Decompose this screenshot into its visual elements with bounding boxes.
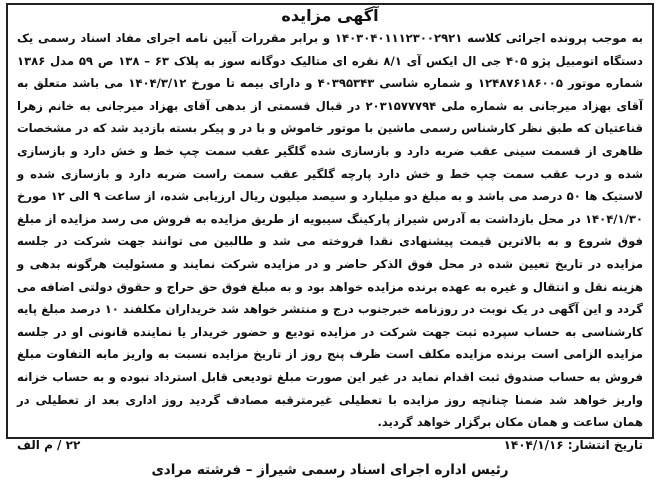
publish-date: تاریخ انتشار: ۱۴۰۴/۱/۱۶: [503, 437, 643, 452]
signature-line: رئیس اداره اجرای اسناد رسمی شیراز – فرشته مرادی: [151, 461, 509, 478]
notice-body: به موجب پرونده اجرائی کلاسه ۱۴۰۳۰۴۰۱۱۱۲۳۰۰۲۹۲۱ و برابر مقررات آیین نامه اجرای مفاد اسناد رسمی یک دستگاه اتومبیل پژو ۴۰۵ جی ال ایکس آی ۸/۱ نقره ای متالیک دوگانه سوز به پلاک ۶۳ – ۱۳۸ ص ۵۹ مدل ۱۳۸۶ شماره موتور ۱۲۴۸۷۶۱۸۶۰۰۵ و شماره شاسی ۴۰۳۹۵۳۴۳ و دارای بیمه تا مورخ ۱۴۰۴/۳/۱۲ می باشد متعلق به آقای بهزاد میرجانی به شماره ملی ۲۰۳۱۵۷۷۷۹۴ در قبال قسمتی از بدهی آقای بهزاد میرجانی به خانم زهرا قناعتیان که طبق نظر کارشناس رسمی ماشین با موتور خاموش و با در و پیکر بسته بازدید شد که در مشخصات ظاهری از قسمت سینی عقب ضربه دارد و بازسازی شده گلگیر عقب سمت چپ خط و خش دارد و بازسازی شده و درب عقب سمت چپ خط و خش دارد پارچه گلگیر عقب سمت راست ضربه دارد و بازسازی شده و لاستیک ها ۵۰ درصد می باشد و به مبلغ دو میلیارد و سیصد میلیون ریال ارزیابی شده، از ساعت ۹ الی ۱۲ مورخ ۱۴۰۴/۱/۳۰ در محل بازداشت به آدرس شیراز پارکینگ سیبویه از طریق مزایده به فروش می رسد مزایده از مبلغ فوق شروع و به بالاترین قیمت پیشنهادی نقدا فروخته می شد و طالبین می توانند جهت شرکت در جلسه مزایده در تاریخ تعیین شده در محل فوق الذکر حاضر و در مزایده شرکت نمایند و مسئولیت هرگونه بدهی و هزینه نقل و انتقال و غیره به عهده برنده مزایده خواهد بود و به مبلغ فوق حق حراج و حقوق دولتی اضافه می گردد و این آگهی در یک نوبت در روزنامه خبرجنوب درج و منتشر خواهد شد خریداران مکلفند ۱۰ درصد مبلغ پایه کارشناسی به حساب سپرده ثبت جهت شرکت در مزایده تودیع و حضور خریدار یا نماینده قانونی او در جلسه مزایده الزامی است برنده مزایده مکلف است ظرف پنج روز از تاریخ مزایده نسبت به واریز مابه التفاوت مبلغ فروش به حساب صندوق ثبت اقدام نماید در غیر این صورت مبلغ تودیعی قابل استرداد نبوده و به حساب خزانه واریز خواهد شد ضمنا چنانچه روز مزایده با تعطیلی غیرمترقبه مصادف گردید روز اداری بعد از تعطیلی در همان ساعت و همان مکان برگزار خواهد گردید.: [17, 31, 644, 430]
auction-notice: [6, 3, 654, 478]
reference-code: ۲۲ / م الف: [17, 437, 81, 452]
notice-title: آگهی مزایده: [281, 6, 379, 25]
